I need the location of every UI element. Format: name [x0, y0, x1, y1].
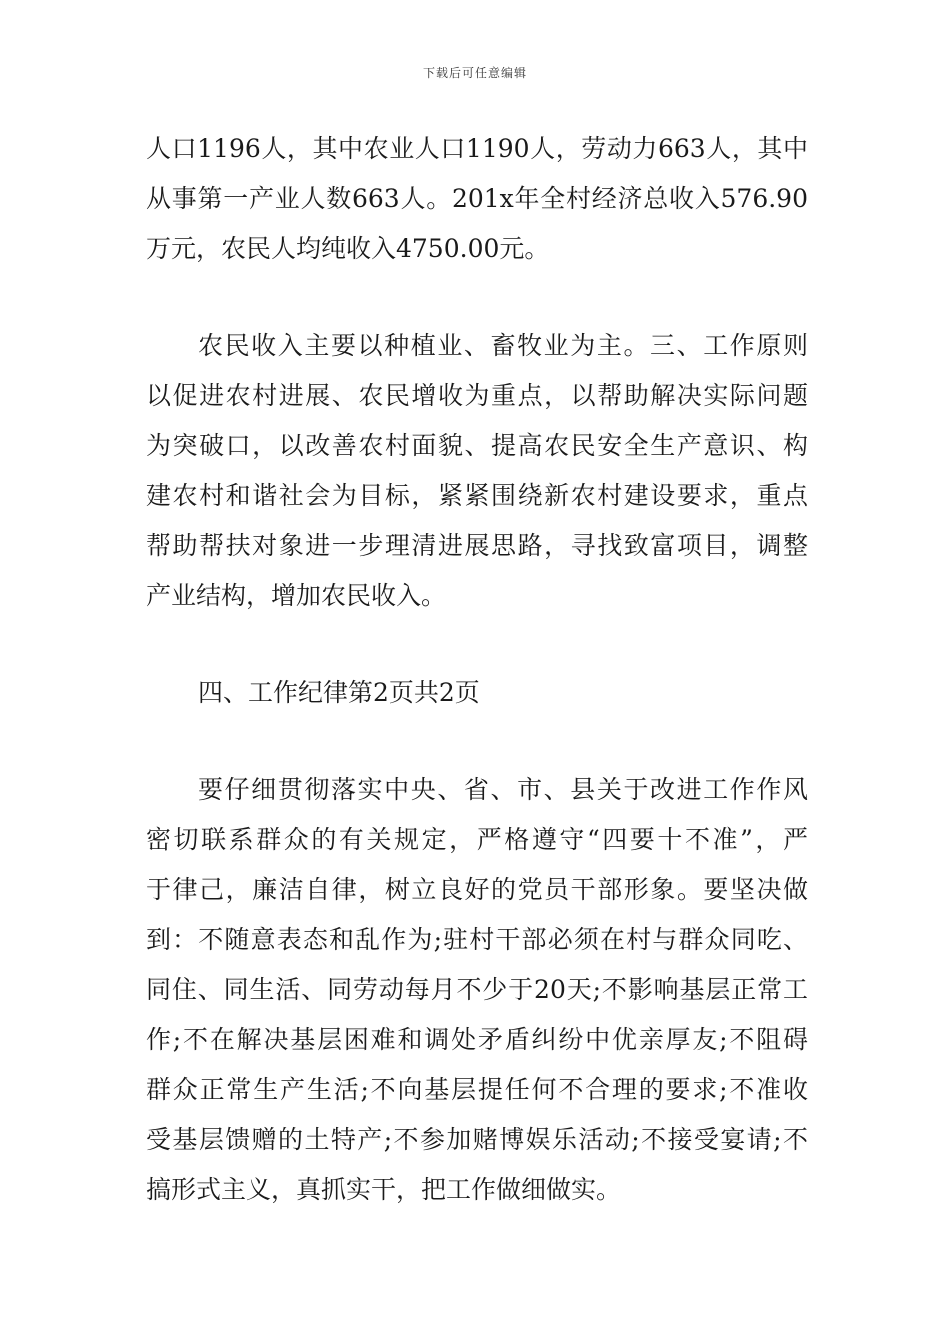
text-line: 农民收入主要以种植业、畜牧业为主。三、工作原则	[198, 331, 808, 360]
paragraph-population	[146, 124, 808, 274]
text-line: 密切联系群众的有关规定，严格遵守“四要十不准”，严	[146, 825, 808, 854]
text-line: 帮助帮扶对象进一步理清进展思路，寻找致富项目，调整	[146, 531, 808, 560]
text-line: 要仔细贯彻落实中央、省、市、县关于改进工作作风	[198, 775, 808, 804]
section-heading-discipline	[146, 668, 808, 718]
paragraph-work-discipline	[146, 765, 808, 1215]
text-line: 产业结构，增加农民收入。	[146, 581, 447, 610]
text-line: 于律己，廉洁自律，树立良好的党员干部形象。要坚决做	[146, 875, 808, 904]
text-line: 到：不随意表态和乱作为;驻村干部必须在村与群众同吃、	[146, 925, 808, 954]
text-line: 从事第一产业人数663人。201x年全村经济总收入576.90	[146, 184, 808, 213]
text-line: 受基层馈赠的土特产;不参加赌博娱乐活动;不接受宴请;不	[146, 1125, 808, 1154]
text-line: 作;不在解决基层困难和调处矛盾纠纷中优亲厚友;不阻碍	[146, 1025, 808, 1054]
text-line: 以促进农村进展、农民增收为重点，以帮助解决实际问题	[146, 381, 808, 410]
text-line: 四、工作纪律第2页共2页	[198, 678, 480, 707]
text-line: 建农村和谐社会为目标，紧紧围绕新农村建设要求，重点	[146, 481, 808, 510]
paragraph-work-principles	[146, 321, 808, 621]
text-line: 搞形式主义，真抓实干，把工作做细做实。	[146, 1175, 622, 1204]
text-line: 人口1196人，其中农业人口1190人，劳动力663人，其中	[146, 134, 808, 163]
document-body	[146, 124, 808, 1215]
page-header: 下载后可任意编辑	[422, 66, 527, 80]
text-line: 万元，农民人均纯收入4750.00元。	[146, 234, 550, 263]
text-line: 群众正常生产生活;不向基层提任何不合理的要求;不准收	[146, 1075, 808, 1104]
text-line: 同住、同生活、同劳动每月不少于20天;不影响基层正常工	[146, 975, 808, 1004]
text-line: 为突破口，以改善农村面貌、提高农民安全生产意识、构	[146, 431, 808, 460]
